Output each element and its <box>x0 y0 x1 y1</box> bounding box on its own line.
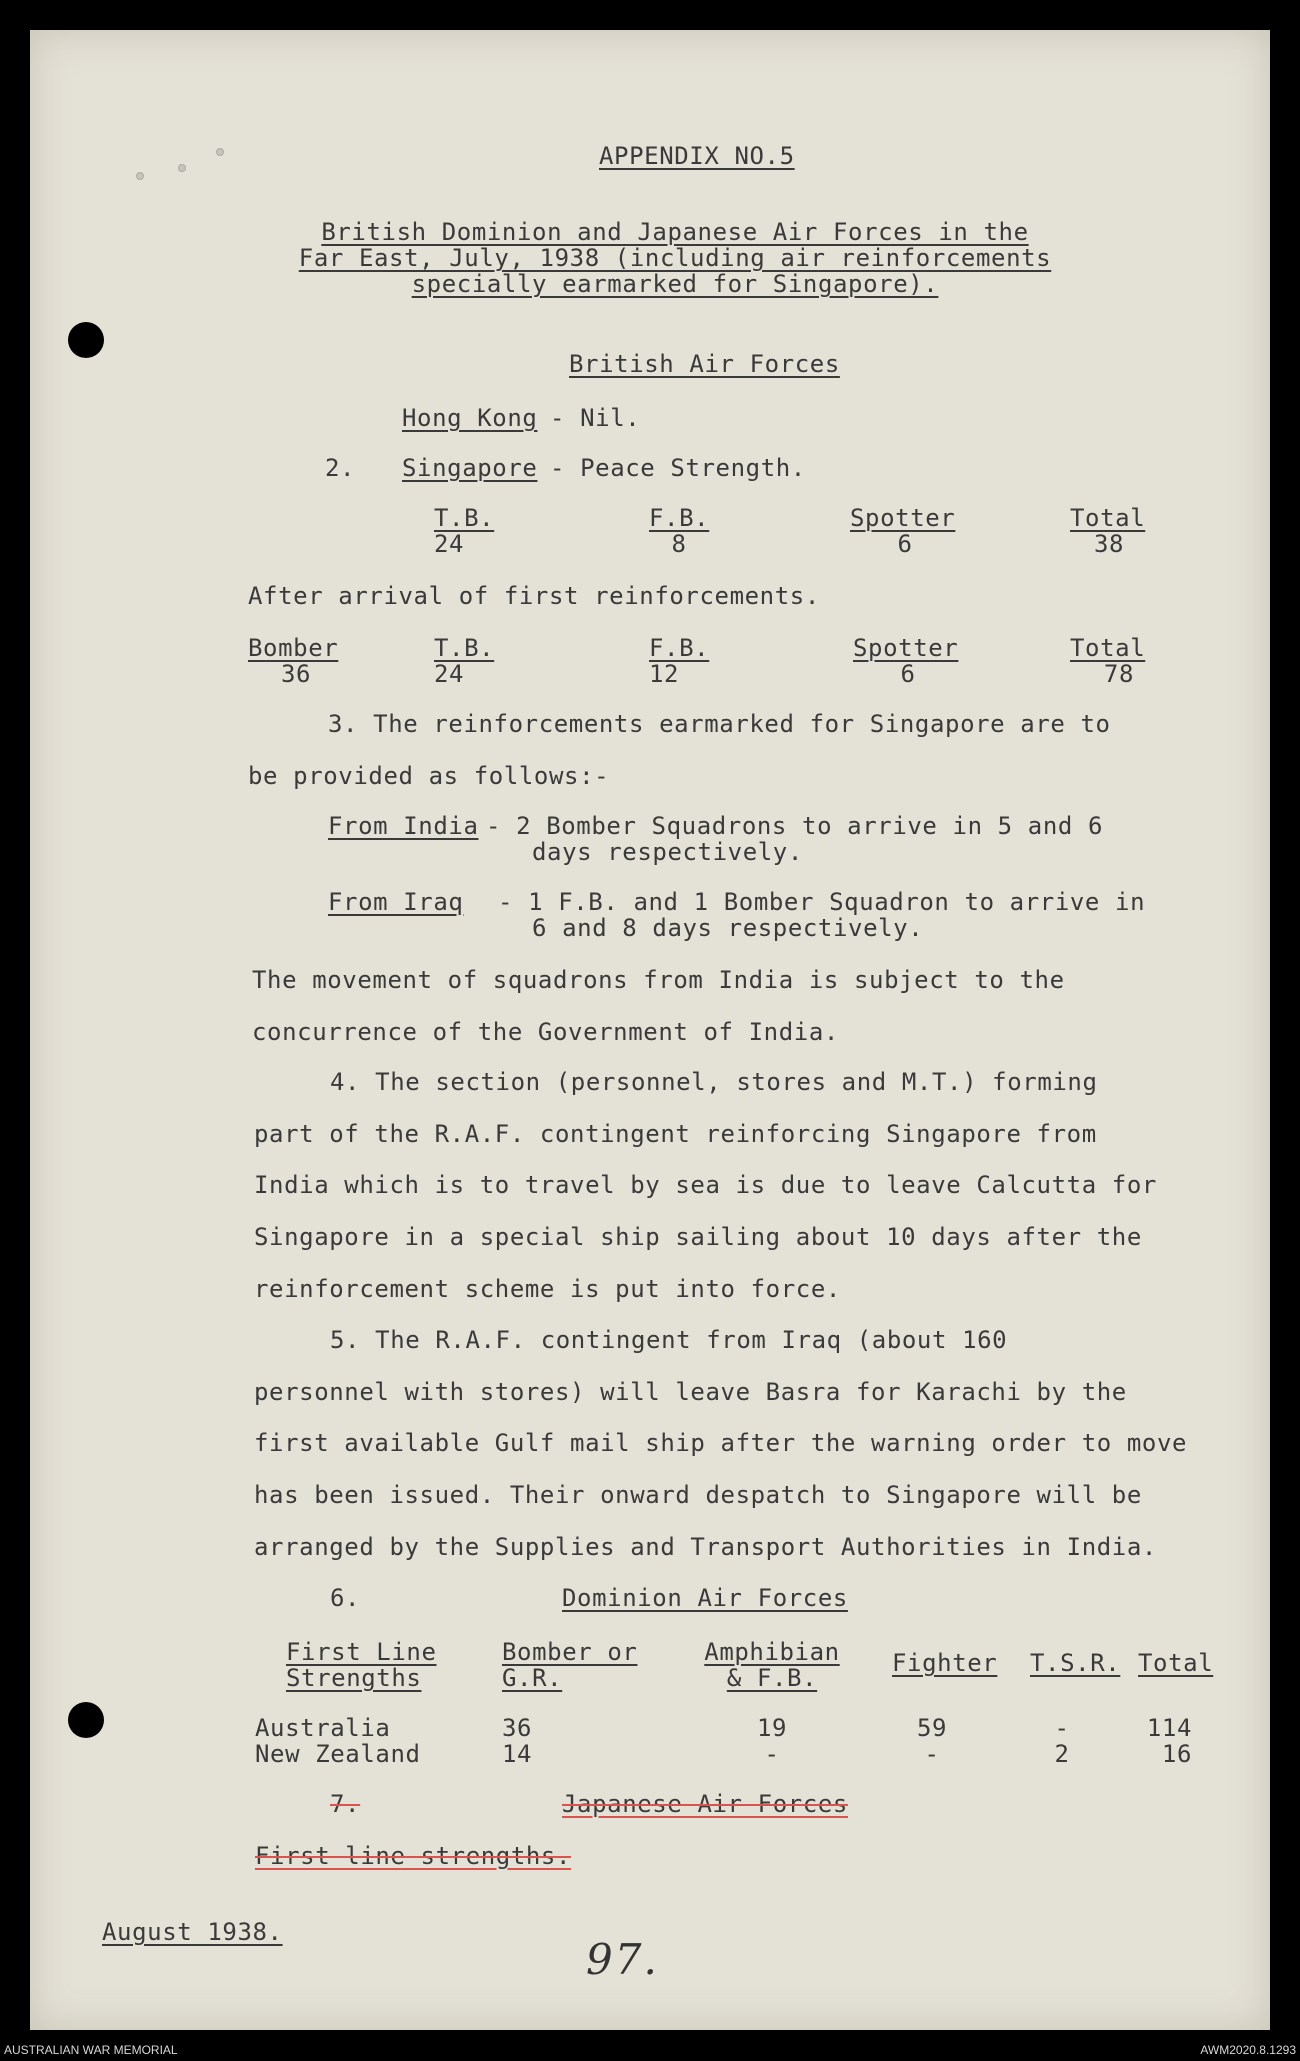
col-tsr: T.S.R. <box>1030 1649 1121 1677</box>
reinf-tb-header: T.B. <box>434 634 495 662</box>
reinf-fb-header: F.B. <box>649 634 710 662</box>
from-india-line-2: days respectively. <box>532 838 803 866</box>
from-iraq-line-1: - 1 F.B. and 1 Bomber Squadron to arrive in <box>498 888 1146 916</box>
hong-kong-value: - Nil. <box>550 404 641 432</box>
para-7-number: 7. <box>330 1790 361 1818</box>
punch-hole-bottom <box>68 1702 104 1738</box>
para-5-line-1: 5. The R.A.F. contingent from Iraq (about 160 <box>330 1326 1008 1354</box>
peace-fb-value: 8 <box>671 530 687 558</box>
peace-spotter-value: 6 <box>897 530 913 558</box>
peace-tb-header: T.B. <box>434 504 495 532</box>
reinf-spotter-value: 6 <box>900 660 916 688</box>
para-3-line-2: be provided as follows:- <box>248 762 610 790</box>
col-total: Total <box>1138 1649 1214 1677</box>
row-tsr: 2 <box>1054 1740 1070 1768</box>
title-line-2: Far East, July, 1938 (including air reinforcements <box>298 244 1052 272</box>
singapore-value: - Peace Strength. <box>550 454 806 482</box>
row-bomber: 36 <box>502 1714 533 1742</box>
col-bomber-2: G.R. <box>502 1664 563 1692</box>
col-amphibian-2: & F.B. <box>726 1664 818 1692</box>
peace-tb-value: 24 <box>434 530 465 558</box>
movement-line-2: concurrence of the Government of India. <box>252 1018 839 1046</box>
dominion-heading: Dominion Air Forces <box>562 1584 848 1612</box>
para-5-line-5: arranged by the Supplies and Transport Authorities in India. <box>254 1533 1157 1561</box>
para-4-line-1: 4. The section (personnel, stores and M.T.) forming <box>330 1068 1098 1096</box>
peace-total-value: 38 <box>1093 530 1125 558</box>
reinf-bomber-value: 36 <box>280 660 312 688</box>
document-page <box>30 30 1270 2030</box>
reinf-bomber-header: Bomber <box>248 634 339 662</box>
title-line-3: specially earmarked for Singapore). <box>411 270 939 298</box>
para-5-line-4: has been issued. Their onward despatch to Singapore will be <box>254 1481 1142 1509</box>
row-name: New Zealand <box>255 1740 421 1768</box>
peace-fb-header: F.B. <box>649 504 710 532</box>
japanese-heading: Japanese Air Forces <box>562 1790 848 1818</box>
row-amphibian: - <box>764 1740 780 1768</box>
title-line-1: British Dominion and Japanese Air Forces in the <box>321 218 1029 246</box>
reinf-spotter-header: Spotter <box>853 634 959 662</box>
reinf-total-header: Total <box>1070 634 1146 662</box>
para-4-line-3: India which is to travel by sea is due to leave Calcutta for <box>254 1171 1157 1199</box>
punch-hole-top <box>68 322 104 358</box>
para-4-line-5: reinforcement scheme is put into force. <box>254 1275 841 1303</box>
row-tsr: - <box>1054 1714 1070 1742</box>
from-iraq-line-2: 6 and 8 days respectively. <box>532 914 924 942</box>
appendix-heading: APPENDIX NO.5 <box>599 142 795 170</box>
hong-kong-label: Hong Kong <box>402 404 538 432</box>
from-iraq-label: From Iraq <box>328 888 464 916</box>
row-amphibian: 19 <box>756 1714 788 1742</box>
col-first-line-2: Strengths <box>286 1664 422 1692</box>
col-bomber-1: Bomber or <box>502 1638 638 1666</box>
pin-mark <box>178 164 186 172</box>
after-arrival-line: After arrival of first reinforcements. <box>248 582 820 610</box>
col-fighter: Fighter <box>892 1649 998 1677</box>
row-total: 16 <box>1161 1740 1192 1768</box>
para-2-number: 2. <box>325 454 356 482</box>
row-fighter: 59 <box>916 1714 948 1742</box>
para-3-line-1: 3. The reinforcements earmarked for Singapore are to <box>328 710 1111 738</box>
peace-total-header: Total <box>1070 504 1146 532</box>
footer-right: AWM2020.8.1293 <box>1200 2043 1296 2057</box>
movement-line-1: The movement of squadrons from India is subject to the <box>252 966 1065 994</box>
col-first-line-1: First Line <box>286 1638 437 1666</box>
document-date: August 1938. <box>102 1918 283 1946</box>
pin-mark <box>216 148 224 156</box>
para-4-line-4: Singapore in a special ship sailing about 10 days after the <box>254 1223 1142 1251</box>
para-6-number: 6. <box>330 1584 361 1612</box>
peace-spotter-header: Spotter <box>850 504 956 532</box>
from-india-line-1: - 2 Bomber Squadrons to arrive in 5 and 6 <box>486 812 1104 840</box>
handwritten-page-number: 97. <box>586 1935 659 1984</box>
row-name: Australia <box>255 1714 391 1742</box>
para-5-line-2: personnel with stores) will leave Basra for Karachi by the <box>254 1378 1127 1406</box>
para-5-line-3: first available Gulf mail ship after the warning order to move <box>254 1429 1188 1457</box>
row-fighter: - <box>924 1740 940 1768</box>
japanese-first-line: First line strengths. <box>255 1842 572 1870</box>
reinf-fb-value: 12 <box>649 660 680 688</box>
from-india-label: From India <box>328 812 479 840</box>
singapore-label: Singapore <box>402 454 538 482</box>
british-heading: British Air Forces <box>569 350 840 378</box>
reinf-tb-value: 24 <box>434 660 465 688</box>
row-bomber: 14 <box>502 1740 533 1768</box>
footer-left: AUSTRALIAN WAR MEMORIAL <box>4 2043 178 2057</box>
col-amphibian-1: Amphibian <box>704 1638 840 1666</box>
row-total: 114 <box>1146 1714 1192 1742</box>
reinf-total-value: 78 <box>1103 660 1134 688</box>
pin-mark <box>136 172 144 180</box>
para-4-line-2: part of the R.A.F. contingent reinforcing Singapore from <box>254 1120 1097 1148</box>
